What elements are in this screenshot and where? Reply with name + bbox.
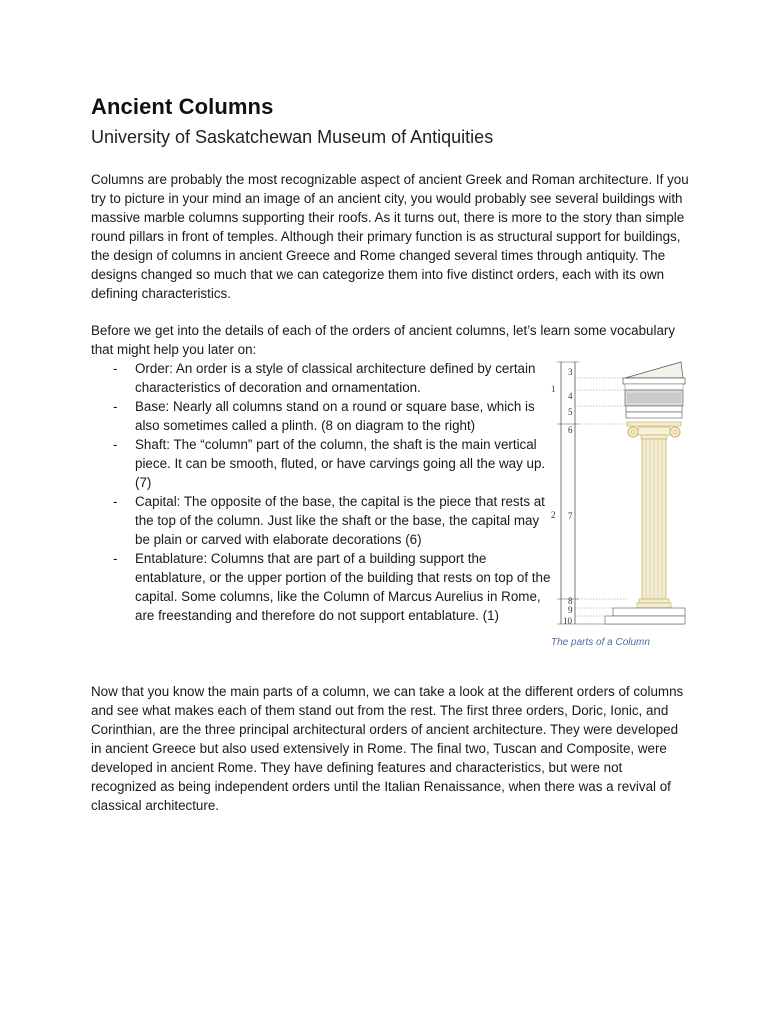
bullet-dash: - xyxy=(113,437,118,452)
list-item xyxy=(91,435,551,492)
label-2: 2 xyxy=(551,510,556,520)
vocab-base: Base: Nearly all columns stand on a round or square base, which is also sometimes called a plinth. (8 on diagram to the right) xyxy=(135,399,535,433)
volute-left xyxy=(628,427,638,437)
vocab-shaft: Shaft: The “column” part of the column, the shaft is the main vertical piece. It can be smooth, fluted, or have carvings going all the way up. (7) xyxy=(135,437,546,490)
architrave xyxy=(626,406,682,412)
vocabulary-list xyxy=(91,359,551,625)
vocab-capital: Capital: The opposite of the base, the capital is the piece that rests at the top of the column. Just like the shaft or the base, the capital may be plain or carved with elaborate decorations (6) xyxy=(135,494,545,547)
stylobate xyxy=(613,608,685,616)
label-7: 7 xyxy=(568,511,573,521)
column-diagram xyxy=(543,352,688,652)
necking xyxy=(641,435,667,439)
base-plinth xyxy=(637,603,671,608)
figure-caption: The parts of a Column xyxy=(551,637,650,648)
echinus xyxy=(638,427,670,435)
cornice xyxy=(623,378,685,384)
label-10: 10 xyxy=(563,616,572,626)
bullet-dash: - xyxy=(113,494,118,509)
pediment xyxy=(625,362,683,378)
intro-paragraph: Columns are probably the most recognizable aspect of ancient Greek and Roman architecture. If you try to picture in your mind an image of an ancient city, you would probably see several buildings with massive marble columns supporting their roofs. As it turns out, there is more to the story than simple round pillars in front of temples. Although their primary function is as structural support for buildings, the design of columns in ancient Greece and Rome changed several times through antiquity. The designs changed so much that we can categorize them into five distinct orders, each with its own defining characteristics. xyxy=(91,172,689,301)
bullet-dash: - xyxy=(113,399,118,414)
vocab-order: Order: An order is a style of classical architecture defined by certain characteristics of decoration and ornamentation. xyxy=(135,361,536,395)
page-title: Ancient Columns xyxy=(91,94,274,119)
abacus xyxy=(627,422,681,426)
list-item xyxy=(91,359,551,397)
list-item xyxy=(91,492,551,549)
orders-paragraph: Now that you know the main parts of a column, we can take a look at the different orders of columns and see what makes each of them stand out from the rest. The first three orders, Doric, Ionic, and Corinthian, are the three principal architectural orders of ancient architecture. They were developed in ancient Greece but also used extensively in Rome. The final two, Tuscan and Composite, were developed in ancient Rome. They have defining features and characteristics, but were not recognized as being independent orders until the Italian Renaissance, when there was a revival of classical architecture. xyxy=(91,684,684,813)
list-item xyxy=(91,397,551,435)
bullet-dash: - xyxy=(113,551,118,566)
vocabulary-intro-paragraph: Before we get into the details of each of the orders of ancient columns, let’s learn some vocabulary that might help you later on: xyxy=(91,323,676,357)
cornice-molding xyxy=(625,384,683,390)
label-5: 5 xyxy=(568,407,573,417)
vocab-entablature: Entablature: Columns that are part of a building support the entablature, or the upper portion of the building that rests on top of the capital. Some columns, like the Column of Marcus Aurelius in Rome, are freestanding and therefore do not support entablature. (1) xyxy=(135,551,551,623)
volute-right xyxy=(670,427,680,437)
list-item xyxy=(91,549,551,625)
label-4: 4 xyxy=(568,391,573,401)
label-8: 8 xyxy=(568,596,573,606)
stereobate xyxy=(605,616,685,624)
architrave-band xyxy=(626,412,682,418)
bullet-dash: - xyxy=(113,361,118,376)
label-3: 3 xyxy=(568,367,573,377)
label-1: 1 xyxy=(551,384,556,394)
page-subtitle: University of Saskatchewan Museum of Antiquities xyxy=(91,127,494,147)
base-torus xyxy=(639,599,669,603)
label-6: 6 xyxy=(568,425,573,435)
label-9: 9 xyxy=(568,605,573,615)
frieze-relief xyxy=(627,393,681,403)
